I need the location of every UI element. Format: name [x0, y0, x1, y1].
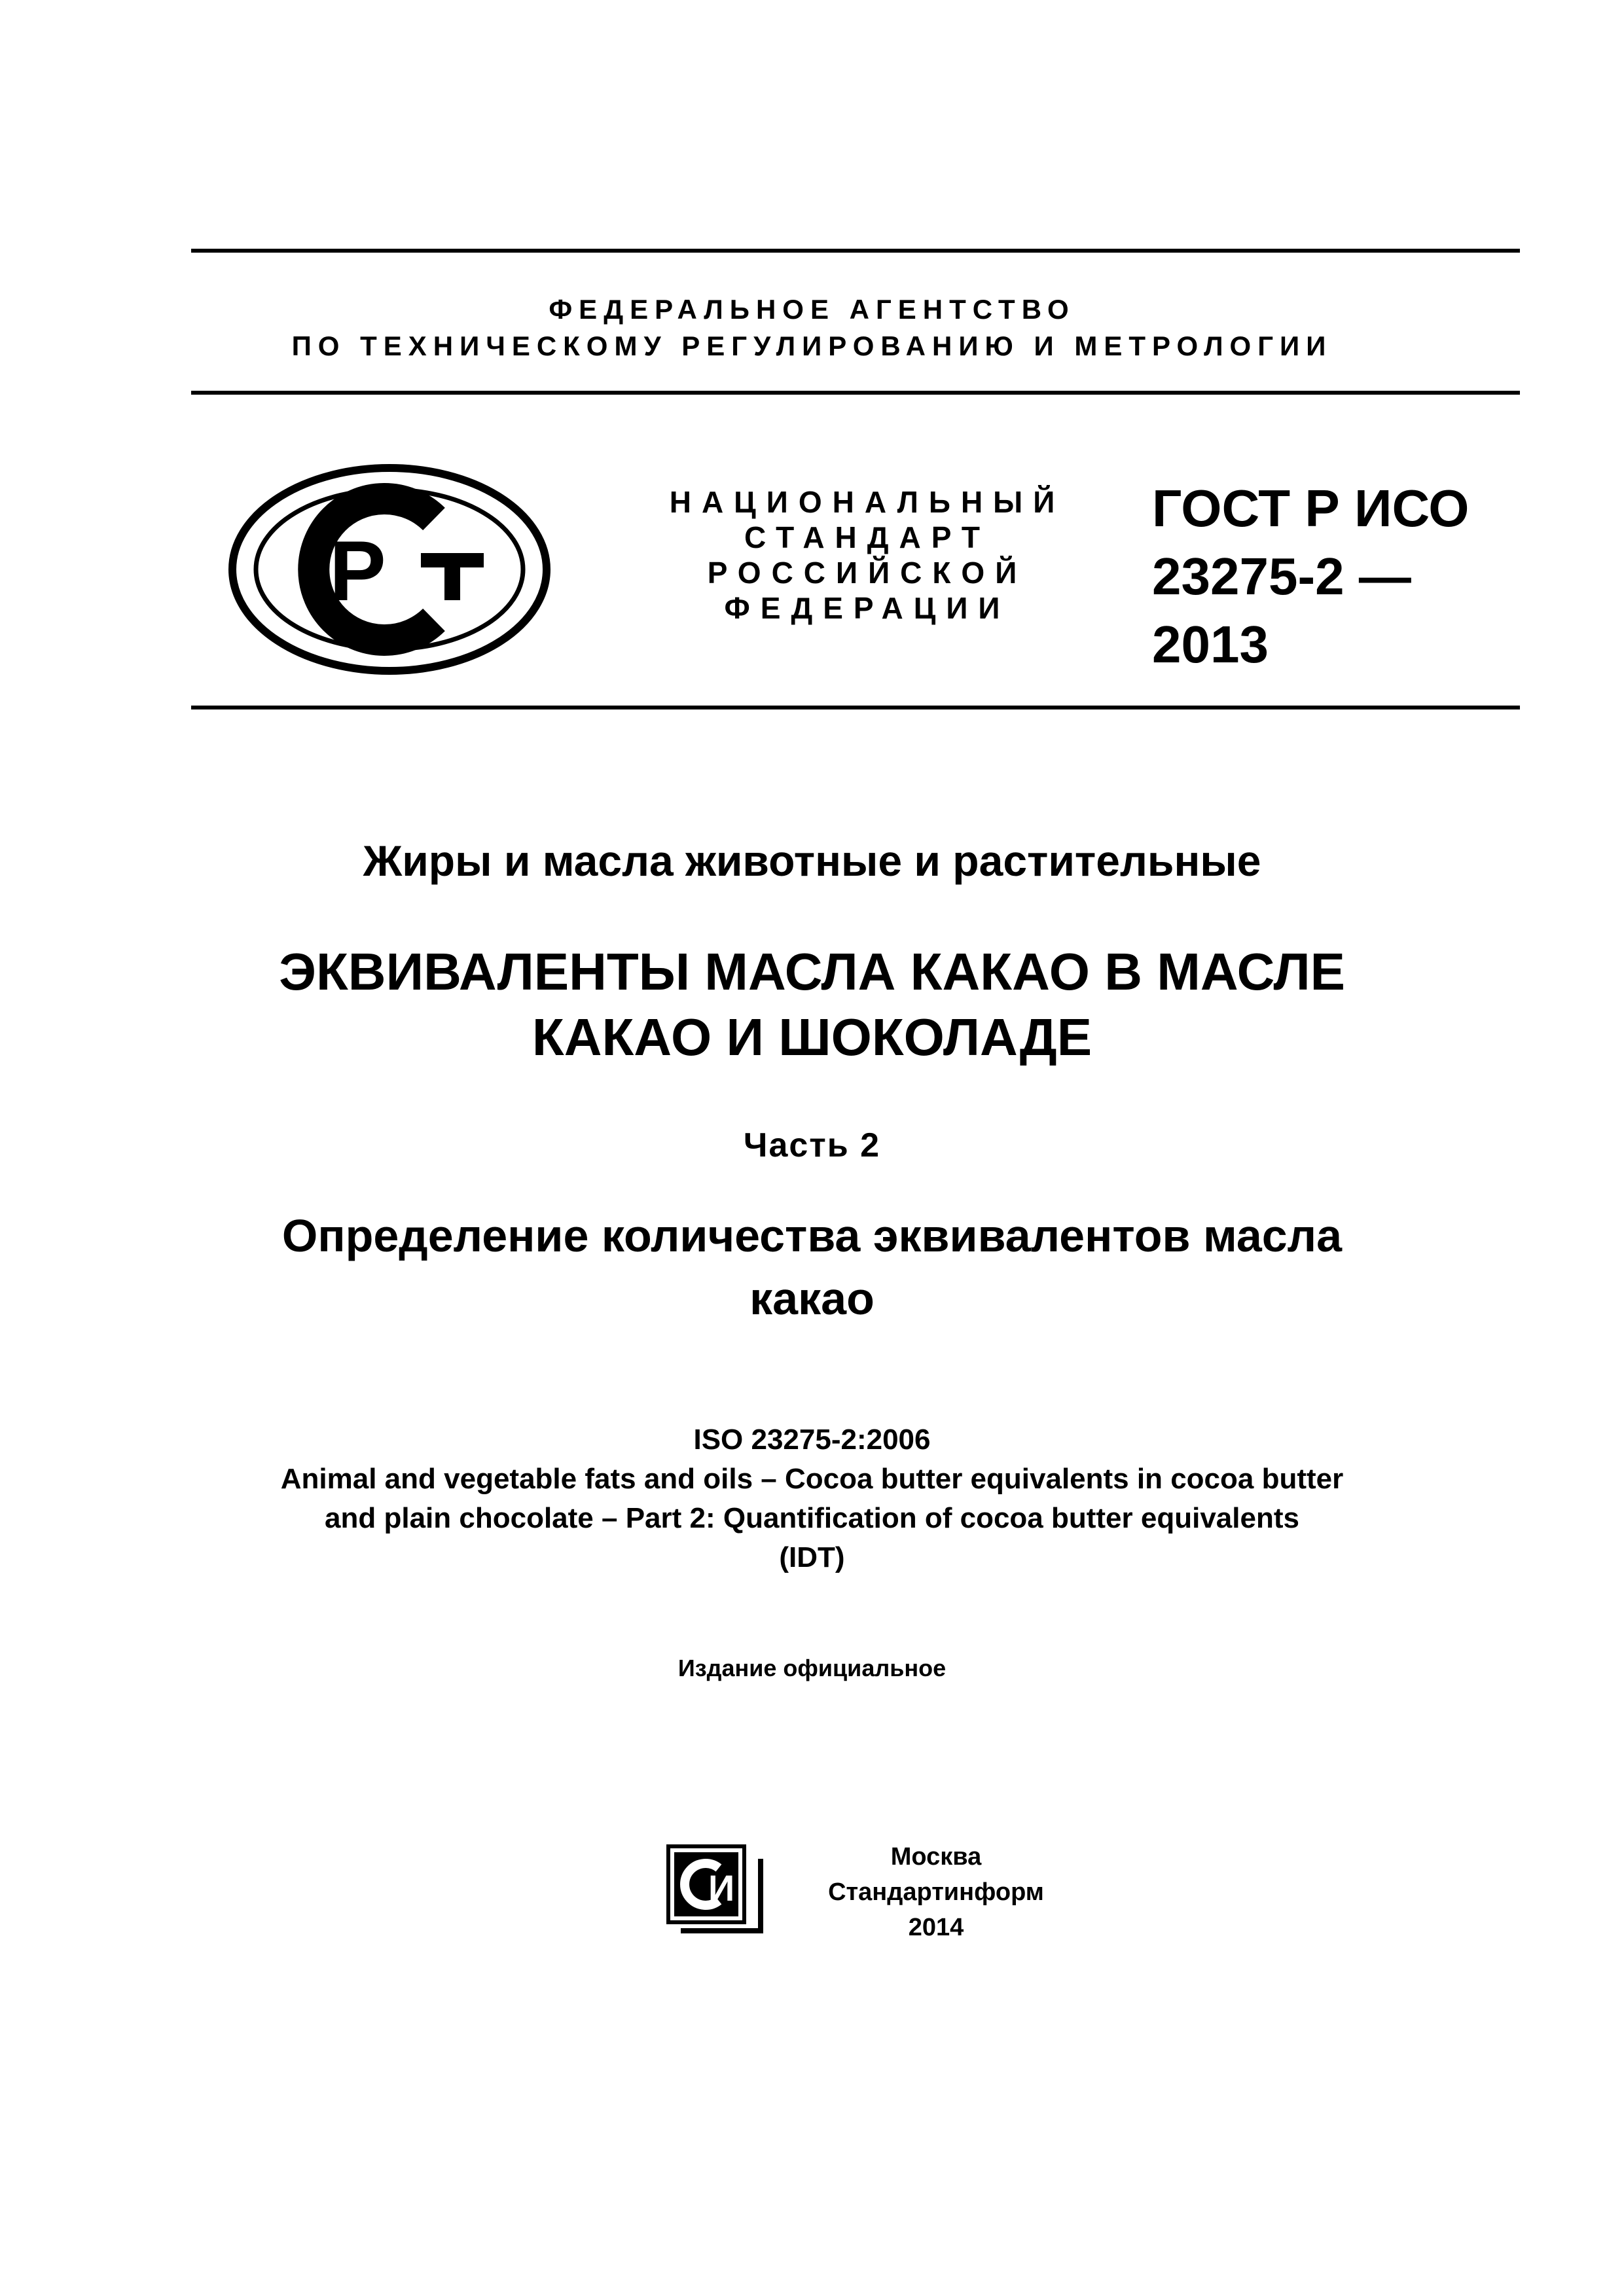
subject-text: Жиры и масла животные и растительные — [363, 836, 1261, 885]
iso-english-line-2: and plain chocolate – Part 2: Quantification of cocoa butter equivalents — [325, 1502, 1299, 1534]
publisher-name: Стандартинформ — [828, 1878, 1044, 1906]
top-rule — [191, 249, 1520, 253]
standartinform-logo — [666, 1844, 768, 1943]
title-line-2: КАКАО И ШОКОЛАДЕ — [532, 1008, 1092, 1066]
iso-reference — [0, 1420, 1624, 1577]
iso-degree: (IDT) — [779, 1541, 845, 1573]
si-logo-shadow-bottom — [681, 1928, 763, 1933]
publisher-info — [772, 1839, 1100, 1945]
national-line-1: НАЦИОНАЛЬНЫЙ — [669, 485, 1066, 519]
edition-text: Издание официальное — [677, 1655, 947, 1681]
national-line-4: ФЕДЕРАЦИИ — [724, 591, 1011, 625]
si-logo-shadow-right — [758, 1859, 763, 1933]
iso-english-line-1: Animal and vegetable fats and oils – Cocoa butter equivalents in cocoa butter — [280, 1463, 1344, 1495]
document-subtitle — [0, 1204, 1624, 1330]
publisher-city: Москва — [890, 1843, 982, 1871]
title-line-1: ЭКВИВАЛЕНТЫ МАСЛА КАКАО В МАСЛЕ — [279, 942, 1345, 1001]
logo-t-stem — [444, 553, 460, 600]
publisher-year: 2014 — [908, 1914, 964, 1941]
standard-block-bottom-rule — [191, 706, 1520, 709]
designation-line-2: 23275-2 — — [1152, 547, 1411, 605]
subtitle-line-1: Определение количества эквивалентов масла — [281, 1210, 1343, 1261]
national-line-2: СТАНДАРТ — [744, 520, 990, 554]
iso-code: ISO 23275-2:2006 — [693, 1424, 931, 1456]
rst-gost-logo — [226, 461, 553, 677]
subtitle-line-2: какао — [749, 1273, 875, 1324]
si-logo-letter-i: И — [708, 1867, 735, 1909]
standard-designation — [1152, 475, 1519, 679]
official-edition — [0, 1653, 1624, 1684]
agency-line-2: ПО ТЕХНИЧЕСКОМУ РЕГУЛИРОВАНИЮ И МЕТРОЛОГИИ — [291, 331, 1333, 361]
designation-line-3: 2013 — [1152, 615, 1269, 673]
national-line-3: РОССИЙСКОЙ — [707, 556, 1028, 590]
agency-line-1: ФЕДЕРАЛЬНОЕ АГЕНТСТВО — [549, 294, 1075, 325]
part-text: Часть 2 — [743, 1126, 881, 1164]
document-subject — [0, 834, 1624, 887]
document-title — [0, 939, 1624, 1070]
part-number — [0, 1122, 1624, 1168]
designation-line-1: ГОСТ Р ИСО — [1152, 479, 1470, 537]
header-bottom-rule — [191, 391, 1520, 395]
national-standard-caption — [609, 484, 1126, 626]
agency-header — [0, 291, 1624, 365]
logo-letter-p: Р — [329, 523, 386, 619]
